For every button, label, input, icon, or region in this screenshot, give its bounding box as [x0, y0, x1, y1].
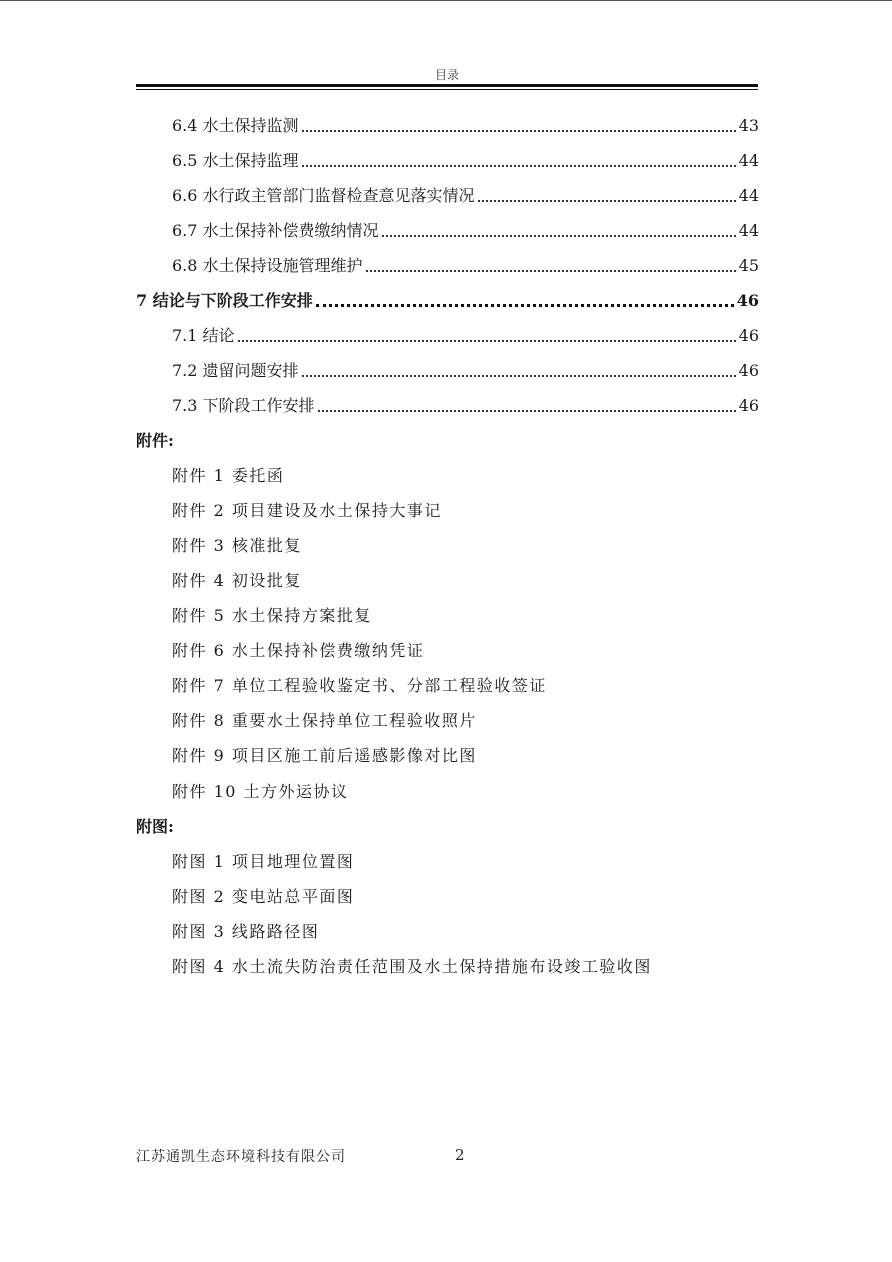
toc-page-number: 44 [738, 186, 759, 205]
attachment-item: 附件 7 单位工程验收鉴定书、分部工程验收签证 [172, 676, 547, 695]
toc-page-number: 44 [738, 151, 759, 170]
toc-dot-leader [382, 234, 736, 237]
toc-entry[interactable] [172, 115, 759, 137]
attachment-item: 附件 8 重要水土保持单位工程验收照片 [172, 711, 477, 730]
attachment-item: 附件 3 核准批复 [172, 536, 302, 555]
figure-item: 附图 4 水土流失防治责任范围及水土保持措施布设竣工验收图 [172, 957, 652, 976]
toc-dot-leader [316, 303, 734, 307]
footer-page-number: 2 [455, 1146, 465, 1164]
toc-page-number: 46 [736, 291, 759, 310]
toc-dot-leader [302, 374, 736, 377]
page-top-border [0, 0, 892, 1]
toc-entry-label: 7.3 下阶段工作安排 [172, 396, 315, 415]
figure-item: 附图 3 线路路径图 [172, 922, 320, 941]
footer-company-name: 江苏通凯生态环境科技有限公司 [136, 1149, 346, 1165]
figure-item: 附图 1 项目地理位置图 [172, 852, 355, 871]
toc-entry[interactable] [172, 255, 759, 277]
toc-dot-leader [302, 129, 736, 132]
toc-page-number: 44 [738, 221, 759, 240]
attachment-item: 附件 4 初设批复 [172, 571, 302, 590]
figures-heading: 附图: [136, 817, 174, 836]
attachment-item: 附件 10 土方外运协议 [172, 782, 349, 801]
toc-dot-leader [238, 339, 736, 342]
toc-entry-label: 6.7 水土保持补偿费缴纳情况 [172, 221, 379, 240]
figure-item: 附图 2 变电站总平面图 [172, 887, 355, 906]
attachment-item: 附件 1 委托函 [172, 466, 285, 485]
toc-entry[interactable] [172, 220, 759, 242]
toc-entry-label: 6.4 水土保持监测 [172, 116, 299, 135]
toc-chapter-entry[interactable] [136, 290, 759, 312]
toc-entry[interactable] [172, 150, 759, 172]
toc-page-number: 46 [738, 326, 759, 345]
toc-entry-label: 6.8 水土保持设施管理维护 [172, 256, 363, 275]
toc-entry-label: 6.5 水土保持监理 [172, 151, 299, 170]
attachment-item: 附件 6 水土保持补偿费缴纳凭证 [172, 641, 425, 660]
toc-dot-leader [318, 409, 736, 412]
attachment-item: 附件 2 项目建设及水土保持大事记 [172, 501, 442, 520]
header-rule-thin [136, 89, 758, 90]
toc-page-number: 45 [738, 256, 759, 275]
attachments-heading: 附件: [136, 431, 174, 450]
toc-dot-leader [302, 164, 736, 167]
header-rule-thick [136, 84, 758, 87]
toc-entry[interactable] [172, 325, 759, 347]
attachment-item: 附件 9 项目区施工前后遥感影像对比图 [172, 746, 477, 765]
toc-dot-leader [478, 199, 736, 202]
toc-entry[interactable] [172, 360, 759, 382]
attachment-item: 附件 5 水土保持方案批复 [172, 606, 372, 625]
toc-entry-label: 7 结论与下阶段工作安排 [136, 291, 313, 310]
toc-entry[interactable] [172, 395, 759, 417]
toc-entry-label: 6.6 水行政主管部门监督检查意见落实情况 [172, 186, 475, 205]
toc-entry-label: 7.2 遗留问题安排 [172, 361, 299, 380]
toc-page-number: 46 [738, 396, 759, 415]
toc-dot-leader [366, 269, 736, 272]
toc-entry-label: 7.1 结论 [172, 326, 235, 345]
page-header-title: 目录 [434, 68, 459, 82]
toc-page-number: 43 [738, 116, 759, 135]
toc-page-number: 46 [738, 361, 759, 380]
toc-entry[interactable] [172, 185, 759, 207]
